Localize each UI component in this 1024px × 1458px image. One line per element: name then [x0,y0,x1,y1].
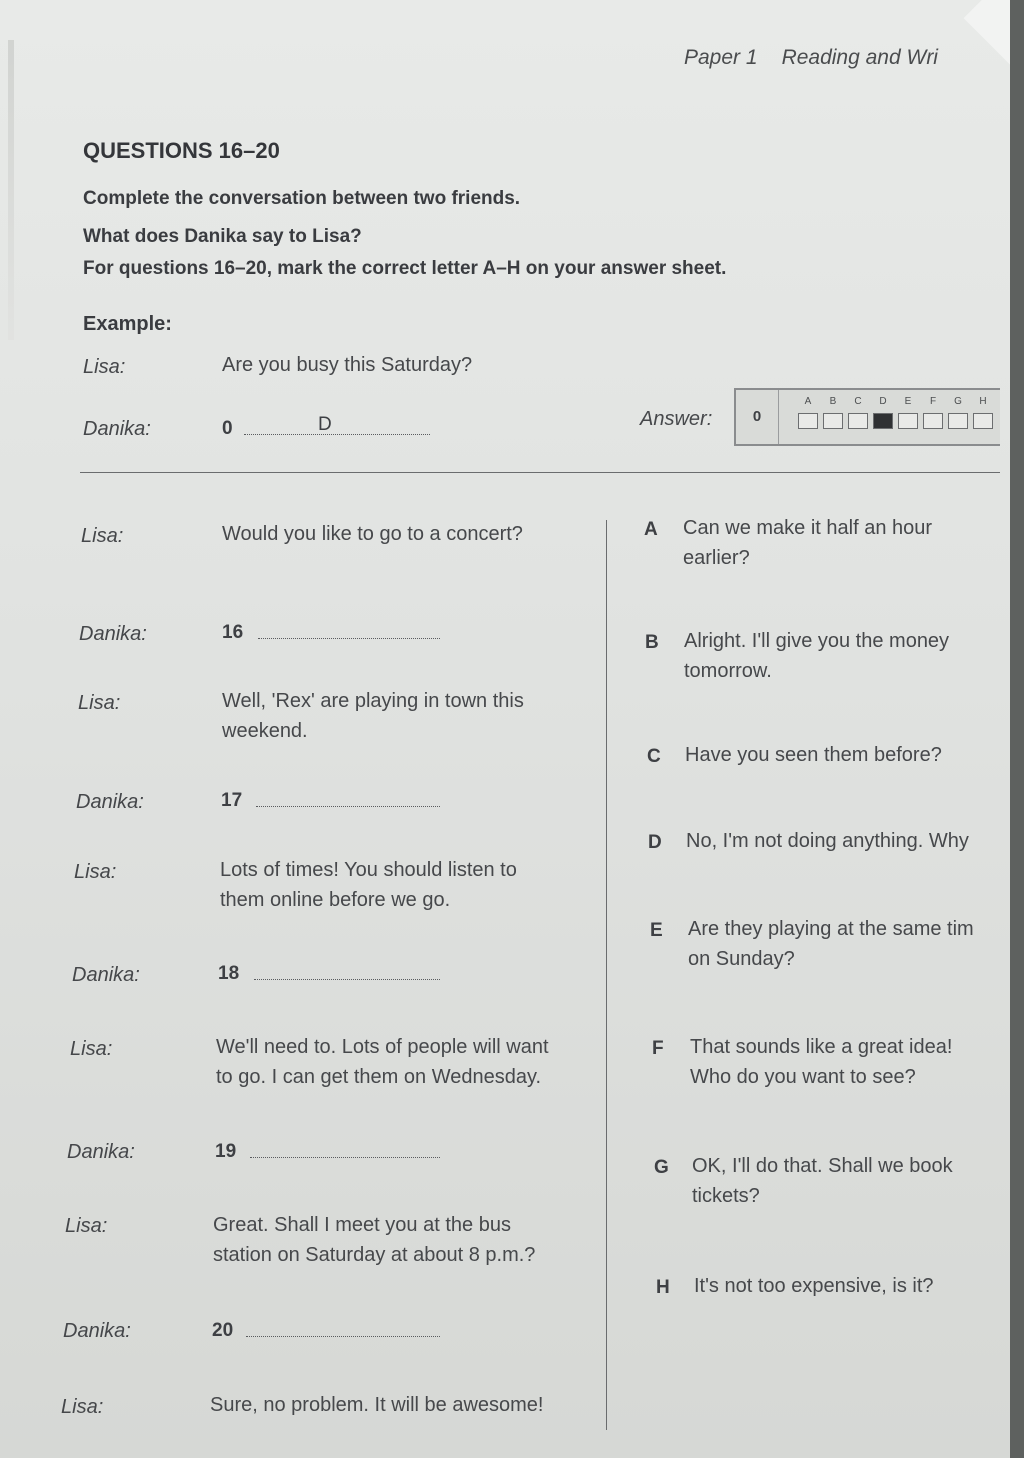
speaker-lisa: Lisa: [83,356,126,378]
option-h-line-1: It's not too expensive, is it? [694,1275,934,1297]
lisa-line-5a: Great. Shall I meet you at the bus [213,1214,511,1236]
option-b-line-2: tomorrow. [684,660,772,682]
speaker-danika: Danika: [63,1320,131,1342]
answer-checkbox[interactable] [798,413,818,429]
lisa-line-2a: Well, 'Rex' are playing in town this [222,690,524,712]
lisa-line-3a: Lots of times! You should listen to [220,859,517,881]
answer-option-a[interactable] [796,396,820,429]
option-a-letter: A [644,519,658,540]
folded-corner [964,0,1010,103]
answer-checkbox[interactable] [948,413,968,429]
option-a-line-1: Can we make it half an hour [683,517,933,539]
answer-letter: D [879,396,887,407]
speaker-lisa: Lisa: [70,1038,113,1060]
option-b-line-1: Alright. I'll give you the money [684,630,950,652]
option-g-line-1: OK, I'll do that. Shall we book [692,1155,953,1177]
answer-option-d[interactable] [871,396,895,429]
answer-option-e[interactable] [896,396,920,429]
question-17-number: 17 [221,790,243,811]
option-e-line-1: Are they playing at the same tim [688,918,974,940]
question-17-blank[interactable] [256,806,440,807]
answer-letter: B [829,396,837,407]
option-g-letter: G [654,1157,669,1178]
answer-letter: F [929,396,937,407]
answer-letter: E [904,396,912,407]
speaker-danika: Danika: [79,623,147,645]
page-header [684,46,938,70]
option-f-line-2: Who do you want to see? [690,1066,916,1088]
speaker-lisa: Lisa: [78,692,121,714]
instruction-2: What does Danika say to Lisa? [83,226,362,247]
example-lisa-line: Are you busy this Saturday? [222,354,473,376]
question-20-blank[interactable] [246,1336,440,1337]
paper-section: Reading and Wri [781,46,938,69]
option-e-line-2: on Sunday? [688,948,795,970]
instruction-1: Complete the conversation between two friends. [83,188,521,209]
question-16-blank[interactable] [258,638,440,639]
answer-checkbox[interactable] [848,413,868,429]
column-divider [606,520,607,1430]
option-c-line-1: Have you seen them before? [685,744,942,766]
speaker-danika: Danika: [72,964,140,986]
question-18-blank[interactable] [254,979,440,980]
speaker-danika: Danika: [83,418,151,440]
question-20-number: 20 [212,1320,234,1341]
option-b-letter: B [645,632,659,653]
answer-checkbox[interactable] [923,413,943,429]
page-edge-shadow [8,40,14,340]
example-label: Example: [83,313,172,335]
speaker-danika: Danika: [76,791,144,813]
answer-option-h[interactable] [971,396,995,429]
option-c-letter: C [647,746,661,767]
lisa-line-5b: station on Saturday at about 8 p.m.? [213,1244,536,1266]
option-e-letter: E [650,920,663,941]
speaker-lisa: Lisa: [61,1396,104,1418]
option-a-line-2: earlier? [683,547,750,569]
answer-row-number: 0 [736,390,779,444]
speaker-danika: Danika: [67,1141,135,1163]
example-answer-letter: D [318,414,332,435]
lisa-line-2b: weekend. [222,720,308,742]
answer-label: Answer: [640,408,713,430]
example-number: 0 [222,418,233,439]
paper-number: Paper 1 [684,46,758,69]
answer-letter: G [954,396,962,407]
option-f-line-1: That sounds like a great idea! [690,1036,953,1058]
instruction-3: For questions 16–20, mark the correct letter A–H on your answer sheet. [83,258,727,279]
lisa-line-6: Sure, no problem. It will be awesome! [210,1394,544,1416]
speaker-lisa: Lisa: [74,861,117,883]
speaker-lisa: Lisa: [81,525,124,547]
option-d-line-1: No, I'm not doing anything. Why [686,830,969,852]
option-h-letter: H [656,1277,670,1298]
answer-checkbox[interactable] [898,413,918,429]
speaker-lisa: Lisa: [65,1215,108,1237]
answer-letter: A [804,396,812,407]
answer-option-b[interactable] [821,396,845,429]
lisa-line-4a: We'll need to. Lots of people will want [216,1036,549,1058]
question-16-number: 16 [222,622,244,643]
question-19-blank[interactable] [250,1157,440,1158]
questions-heading: QUESTIONS 16–20 [83,138,280,163]
question-19-number: 19 [215,1141,237,1162]
option-d-letter: D [648,832,662,853]
lisa-line-3b: them online before we go. [220,889,451,911]
answer-option-c[interactable] [846,396,870,429]
example-answer-blank [244,434,430,435]
answer-option-g[interactable] [946,396,970,429]
lisa-line-4b: to go. I can get them on Wednesday. [216,1066,542,1088]
lisa-line-1: Would you like to go to a concert? [222,523,523,545]
answer-checkbox[interactable] [823,413,843,429]
answer-checkbox-selected[interactable] [873,413,893,429]
section-divider [80,472,1000,473]
answer-letter: H [979,396,987,407]
answer-letter: C [854,396,862,407]
question-18-number: 18 [218,963,240,984]
answer-option-f[interactable] [921,396,945,429]
answer-sheet-grid [734,388,1000,446]
answer-checkbox[interactable] [973,413,993,429]
option-f-letter: F [652,1038,664,1059]
option-g-line-2: tickets? [692,1185,760,1207]
